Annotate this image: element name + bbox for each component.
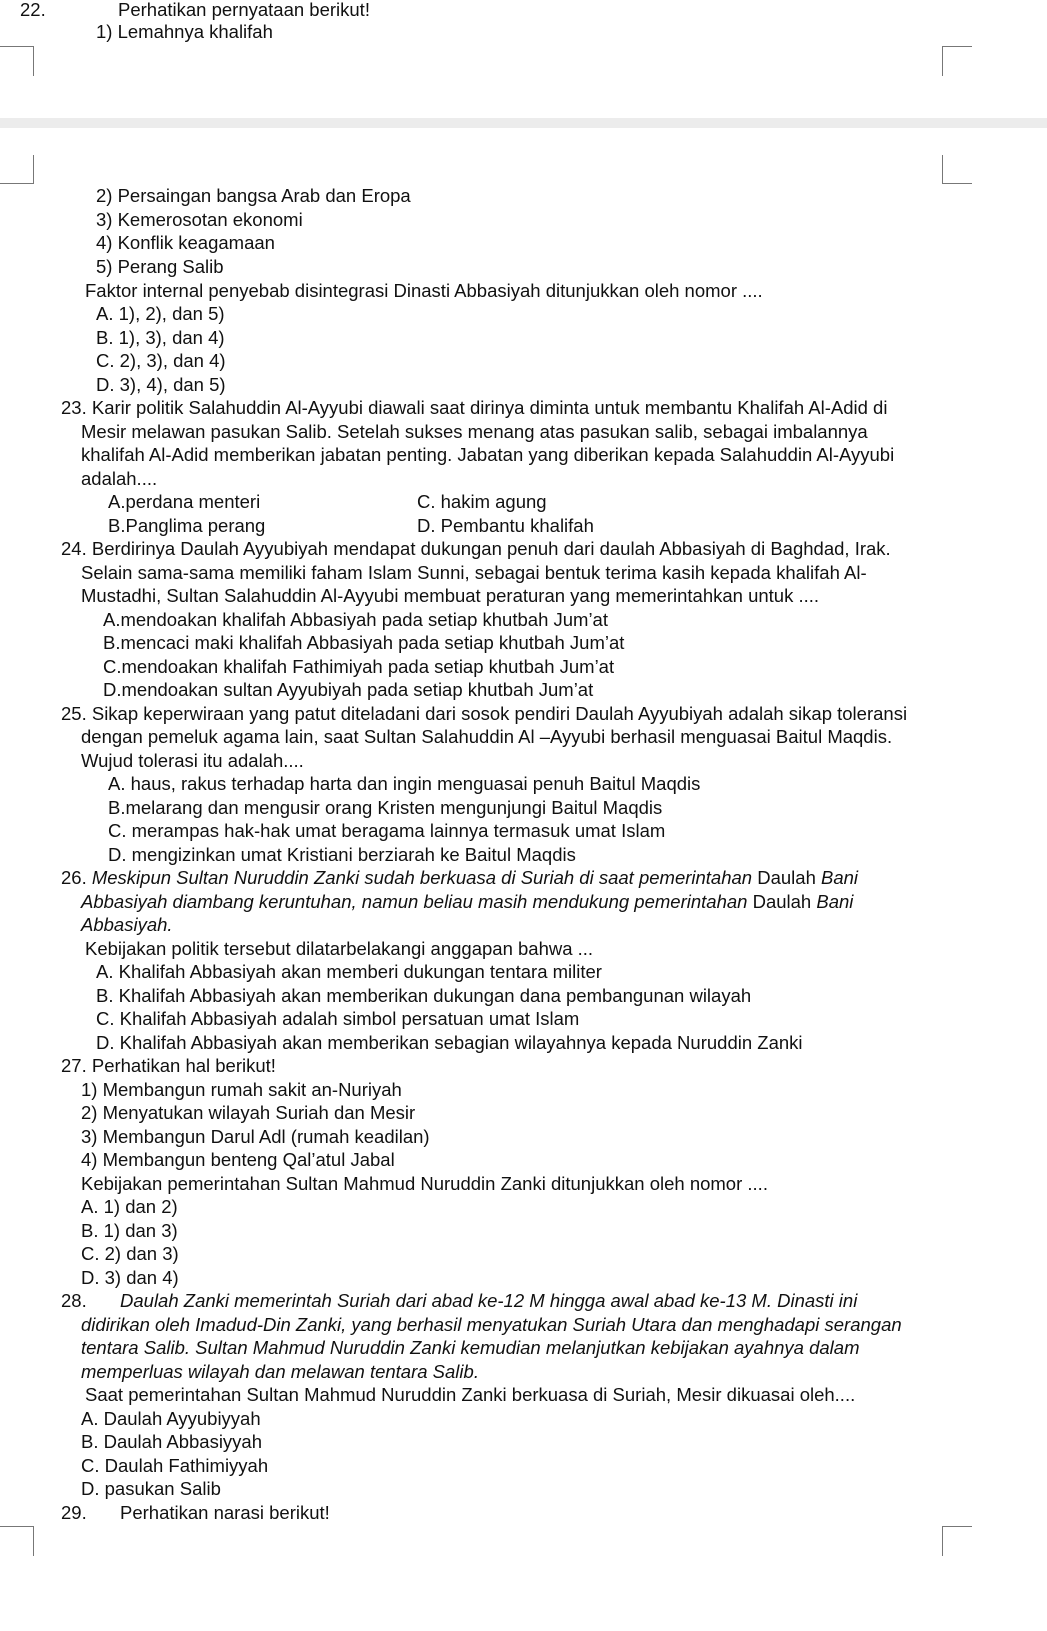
question-text: Wujud tolerasi itu adalah.... <box>81 750 304 771</box>
question-text: Saat pemerintahan Sultan Mahmud Nuruddin Zanki berkuasa di Suriah, Mesir dikuasai oleh.... <box>85 1384 856 1405</box>
answer-option: B. Daulah Abbasiyyah <box>81 1431 263 1452</box>
crop-mark <box>942 46 972 47</box>
question-intro: 27. Perhatikan hal berikut! <box>61 1055 276 1076</box>
statement-item: 4) Konflik keagamaan <box>96 232 275 253</box>
statement-item: 4) Membangun benteng Qal’atul Jabal <box>81 1149 395 1170</box>
question-text: dengan pemeluk agama lain, saat Sultan Salahuddin Al –Ayyubi berhasil menguasai Baitul Maqdis. <box>81 726 893 747</box>
answer-option: C.mendoakan khalifah Fathimiyah pada setiap khutbah Jum’at <box>103 656 615 677</box>
crop-mark <box>942 183 972 184</box>
answer-option: C. 2) dan 3) <box>81 1243 179 1264</box>
crop-mark <box>33 155 34 183</box>
question-text: Mustadhi, Sultan Salahuddin Al-Ayyubi membuat peraturan yang memerintahkan untuk .... <box>81 585 820 606</box>
question-text: Faktor internal penyebab disintegrasi Dinasti Abbasiyah ditunjukkan oleh nomor .... <box>85 280 763 301</box>
answer-option: C. 2), 3), dan 4) <box>96 350 226 371</box>
question-text: Kebijakan pemerintahan Sultan Mahmud Nuruddin Zanki ditunjukkan oleh nomor .... <box>81 1173 768 1194</box>
answer-option: B. 1) dan 3) <box>81 1220 178 1241</box>
statement-item: 3) Kemerosotan ekonomi <box>96 209 303 230</box>
answer-option: C. hakim agung <box>417 491 547 512</box>
crop-mark <box>0 46 34 47</box>
question-text: Kebijakan politik tersebut dilatarbelakangi anggapan bahwa ... <box>85 938 594 959</box>
answer-option: A.perdana menteri <box>108 491 261 512</box>
question-text: memperluas wilayah dan melawan tentara Salib. <box>81 1361 479 1382</box>
question-text: 24. Berdirinya Daulah Ayyubiyah mendapat dukungan penuh dari daulah Abbasiyah di Baghdad, Irak. <box>61 538 891 559</box>
crop-mark <box>0 1526 34 1527</box>
answer-option: D. 3) dan 4) <box>81 1267 179 1288</box>
answer-option: A. Khalifah Abbasiyah akan memberi dukungan tentara militer <box>96 961 602 982</box>
crop-mark <box>942 155 943 183</box>
answer-option: A. 1) dan 2) <box>81 1196 178 1217</box>
question-intro: Perhatikan narasi berikut! <box>120 1502 330 1523</box>
answer-option: B.melarang dan mengusir orang Kristen mengunjungi Baitul Maqdis <box>108 797 663 818</box>
question-text: Selain sama-sama memiliki faham Islam Sunni, sebagai bentuk terima kasih kepada khalifah Al- <box>81 562 867 583</box>
answer-option: A. Daulah Ayyubiyyah <box>81 1408 261 1429</box>
answer-option: D.mendoakan sultan Ayyubiyah pada setiap khutbah Jum’at <box>103 679 594 700</box>
answer-option: B.mencaci maki khalifah Abbasiyah pada setiap khutbah Jum’at <box>103 632 625 653</box>
answer-option: A. haus, rakus terhadap harta dan ingin menguasai penuh Baitul Maqdis <box>108 773 701 794</box>
question-text: Mesir melawan pasukan Salib. Setelah sukses menang atas pasukan salib, sebagai imbalannya <box>81 421 868 442</box>
statement-item: 3) Membangun Darul Adl (rumah keadilan) <box>81 1126 430 1147</box>
statement-item: 5) Perang Salib <box>96 256 224 277</box>
answer-option: D. pasukan Salib <box>81 1478 221 1499</box>
crop-mark <box>0 183 34 184</box>
question-text: Abbasiyah diambang keruntuhan, namun beliau masih mendukung pemerintahan Daulah Bani <box>81 891 854 912</box>
crop-mark <box>942 1526 972 1527</box>
crop-mark <box>942 1526 943 1556</box>
answer-option: A. 1), 2), dan 5) <box>96 303 225 324</box>
answer-option: C. Daulah Fathimiyyah <box>81 1455 269 1476</box>
crop-mark <box>33 1526 34 1556</box>
answer-option: C. Khalifah Abbasiyah adalah simbol persatuan umat Islam <box>96 1008 580 1029</box>
question-number: 22. <box>20 0 46 20</box>
question-number: 28. <box>61 1290 87 1311</box>
question-number: 29. <box>61 1502 87 1523</box>
question-text: Daulah Zanki memerintah Suriah dari abad ke-12 M hingga awal abad ke-13 M. Dinasti ini <box>120 1290 858 1311</box>
question-text: khalifah Al-Adid memberikan jabatan penting. Jabatan yang diberikan kepada Salahuddin Al-Ayyubi <box>81 444 895 465</box>
question-text: 26. Meskipun Sultan Nuruddin Zanki sudah berkuasa di Suriah di saat pemerintahan Daulah Bani <box>61 867 859 888</box>
answer-option: C. merampas hak-hak umat beragama lainnya termasuk umat Islam <box>108 820 666 841</box>
question-intro: Perhatikan pernyataan berikut! <box>118 0 370 20</box>
answer-option: B. 1), 3), dan 4) <box>96 327 225 348</box>
question-text: didirikan oleh Imadud-Din Zanki, yang berhasil menyatukan Suriah Utara dan menghadapi serangan <box>81 1314 902 1335</box>
crop-mark <box>33 46 34 76</box>
question-text: 25. Sikap keperwiraan yang patut diteladani dari sosok pendiri Daulah Ayyubiyah adalah sikap toleransi <box>61 703 908 724</box>
question-text: 23. Karir politik Salahuddin Al-Ayyubi diawali saat dirinya diminta untuk membantu Khalifah Al-Adid di <box>61 397 888 418</box>
answer-option: D. Pembantu khalifah <box>417 515 594 536</box>
page-separator <box>0 118 1047 128</box>
statement-item: 2) Menyatukan wilayah Suriah dan Mesir <box>81 1102 416 1123</box>
question-text: tentara Salib. Sultan Mahmud Nuruddin Zanki kemudian melanjutkan kebijakan ayahnya dalam <box>81 1337 860 1358</box>
statement-item: 1) Membangun rumah sakit an-Nuriyah <box>81 1079 402 1100</box>
answer-option: A.mendoakan khalifah Abbasiyah pada setiap khutbah Jum’at <box>103 609 608 630</box>
answer-option: B. Khalifah Abbasiyah akan memberikan dukungan dana pembangunan wilayah <box>96 985 752 1006</box>
answer-option: D. 3), 4), dan 5) <box>96 374 226 395</box>
crop-mark <box>942 46 943 76</box>
statement-item: 1) Lemahnya khalifah <box>96 21 273 42</box>
question-text: adalah.... <box>81 468 158 489</box>
answer-option: B.Panglima perang <box>108 515 266 536</box>
statement-item: 2) Persaingan bangsa Arab dan Eropa <box>96 185 411 206</box>
answer-option: D. mengizinkan umat Kristiani berziarah ke Baitul Maqdis <box>108 844 576 865</box>
answer-option: D. Khalifah Abbasiyah akan memberikan sebagian wilayahnya kepada Nuruddin Zanki <box>96 1032 803 1053</box>
question-text: Abbasiyah. <box>81 914 173 935</box>
